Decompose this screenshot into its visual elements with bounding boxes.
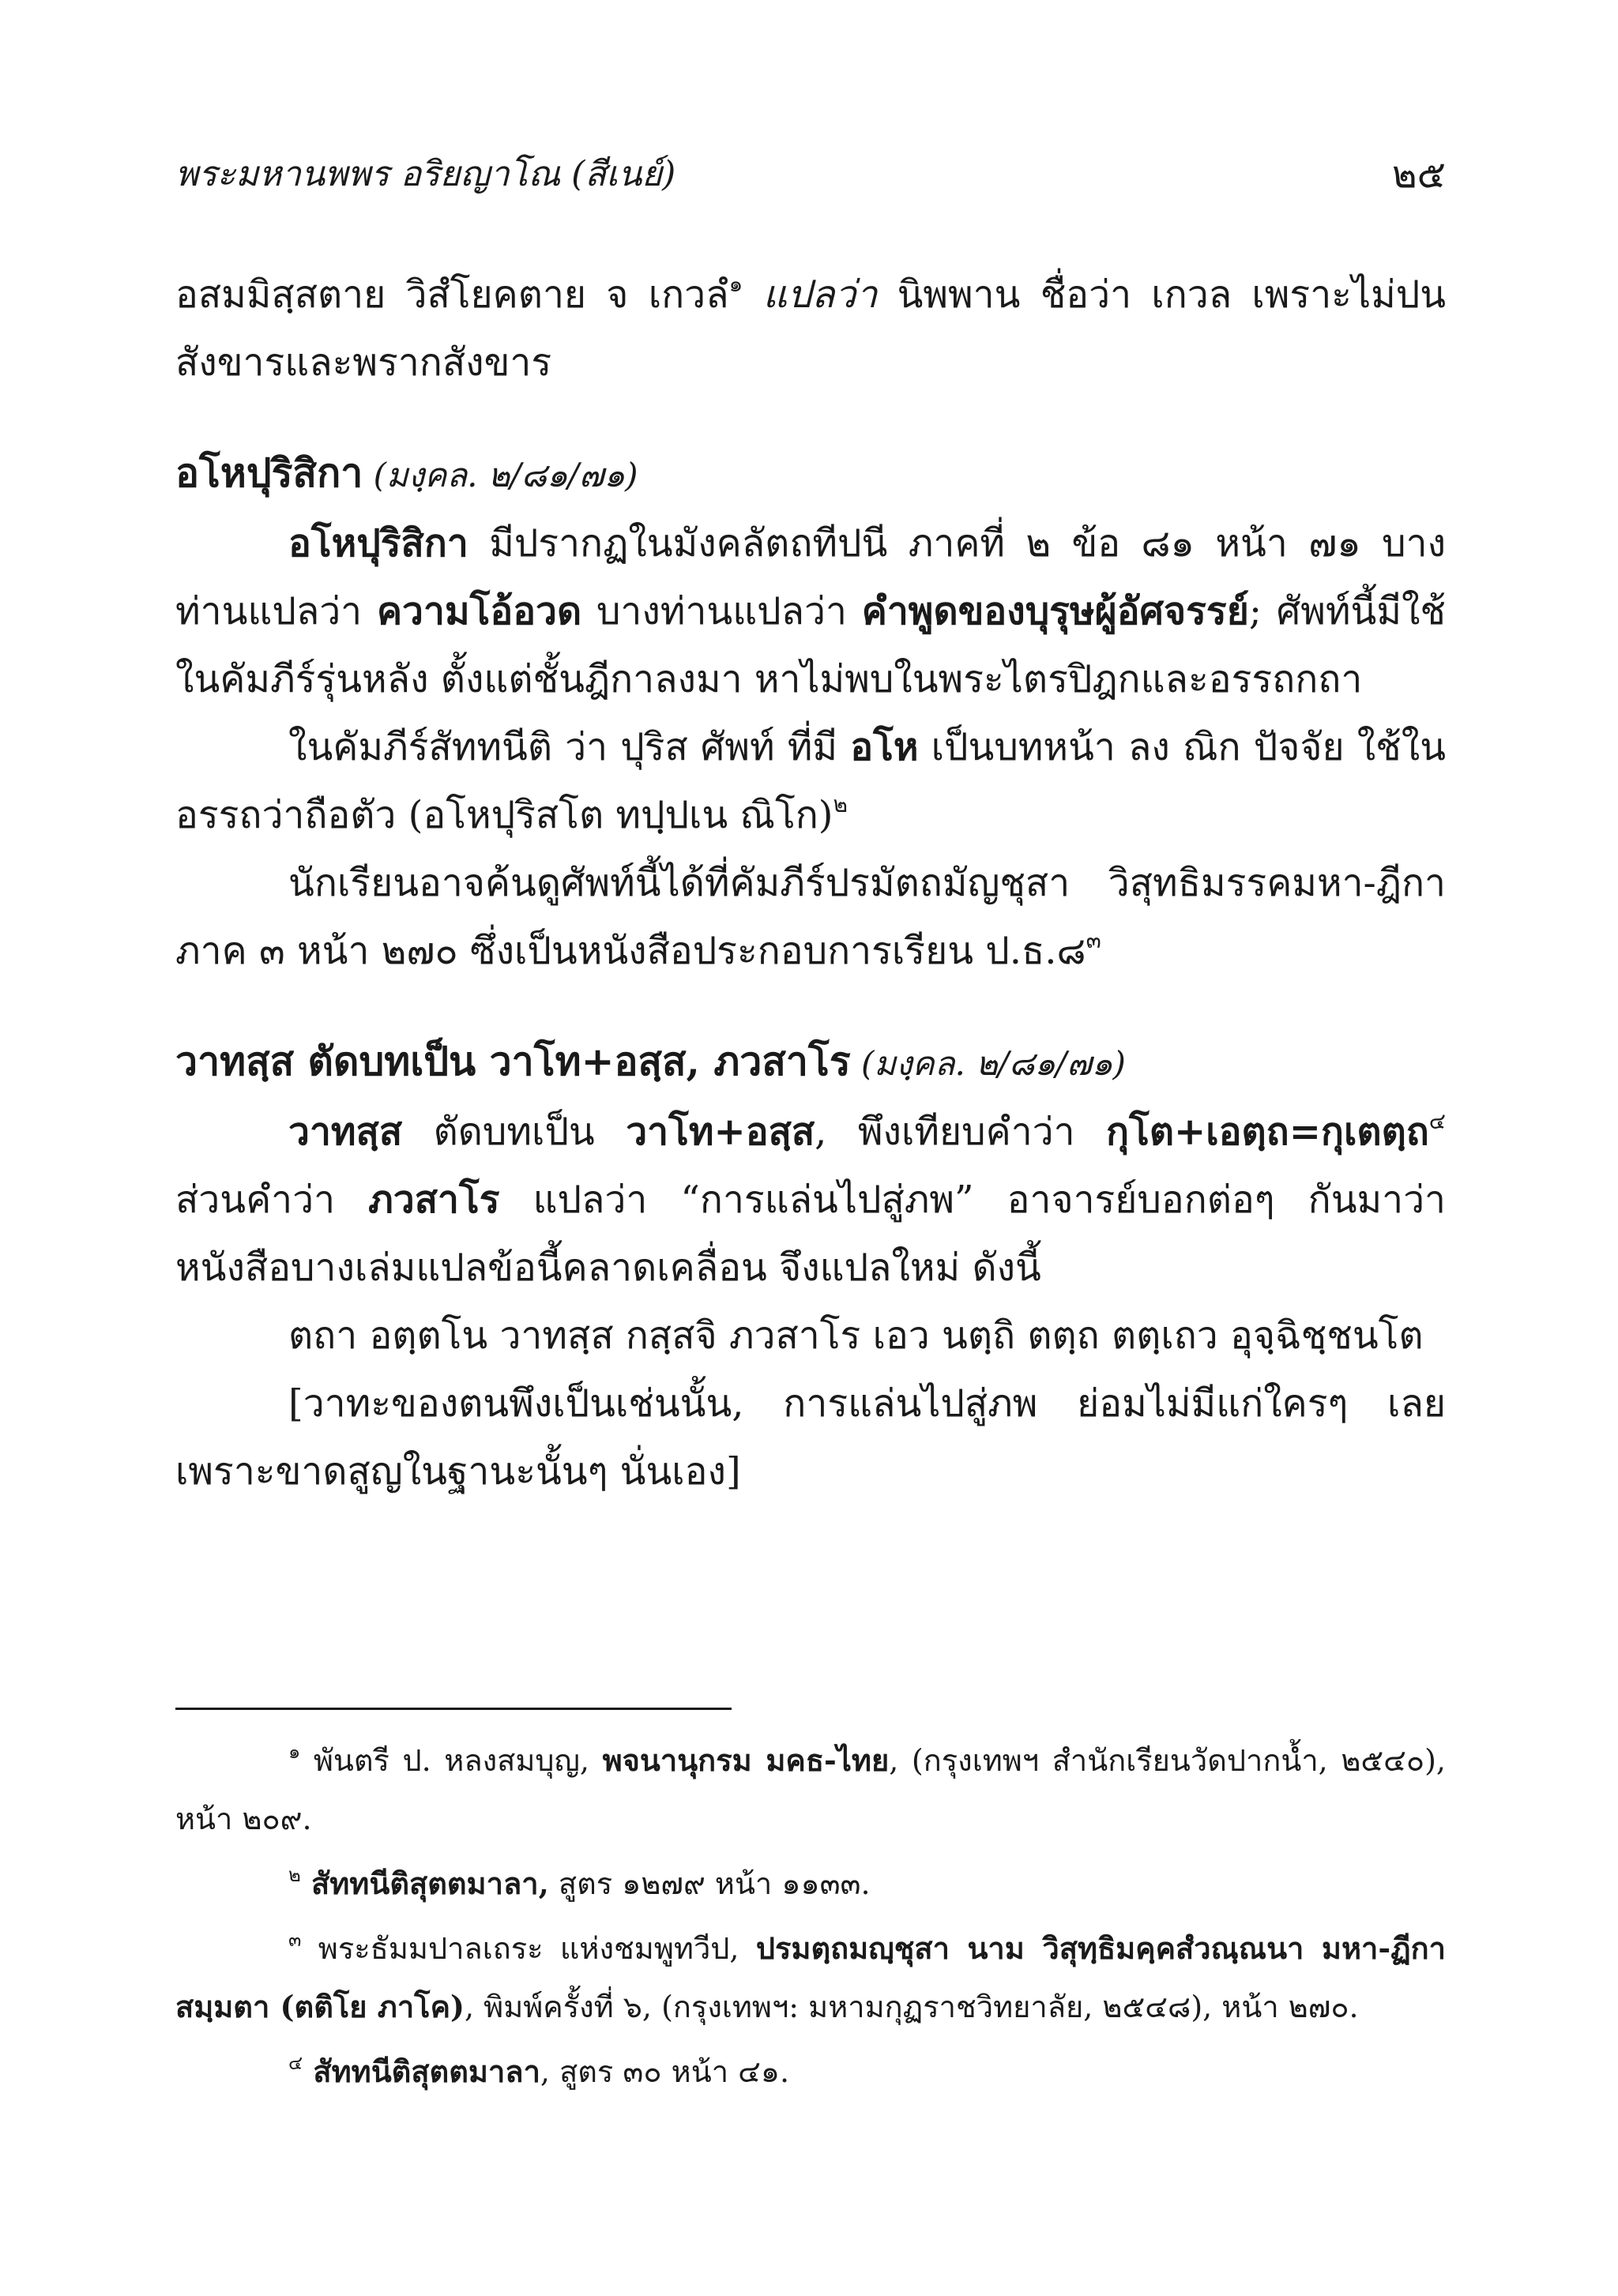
section-heading-ahopurisika: อโหปุริสิกา (มงฺคล. ๒/๘๑/๗๑)	[175, 449, 638, 496]
paragraph-thai-translation: [วาทะของตนพึงเป็นเช่นนั้น, การแล่นไปสู่ภพ ย่อมไม่มีแก่ใครๆ เลย เพราะขาดสูญในฐานะนั้นๆ นั่นเอง]	[175, 1381, 1446, 1494]
footnote-ref-1[interactable]: ๑	[728, 271, 743, 297]
running-title: พระมหานพพร อริยญาโณ (สีเนย์)	[175, 154, 676, 194]
paragraph-pali-quote: ตถา อตฺตโน วาทสฺส กสฺสจิ ภวสาโร เอว นตฺถิ ตตฺถ ตตฺเถว อุจฺฉิชฺชนโต	[288, 1313, 1424, 1358]
footnote-ref-2[interactable]: ๒	[833, 791, 848, 817]
section-heading-vadassa: วาทสฺส ตัดบทเป็น วาโท+อสฺส, ภวสาโร (มงฺคล. ๒/๘๑/๗๑)	[175, 1038, 1126, 1084]
paragraph-ahopurisika-meaning: อโหปุริสิกา มีปรากฏในมังคลัตถทีปนี ภาคที่ ๒ ข้อ ๘๑ หน้า ๗๑ บางท่านแปลว่า ความโอ้อวด บางท่านแปลว่า คำพูดของบุรุษผู้อัศจรรย์; ศัพท์นี้มีใช้ในคัมภีร์รุ่นหลัง ตั้งแต่ชั้นฎีกาลงมา หาไม่พบในพระไตรปิฎกและอรรถกถา	[175, 521, 1446, 701]
footnote-divider	[175, 1708, 732, 1710]
footnote-1: $^๑$ พันตรี ป. หลงสมบุญ, พจนานุกรม มคธ-ไทย, (กรุงเทพฯ สำนักเรียนวัดปากน้ำ, ๒๕๔๐), หน้า ๒๐๙.	[175, 1741, 1446, 1836]
document-page	[175, 0, 1446, 2296]
footnote-2: $^๒$ สัททนีติสุตตมาลา, สูตร ๑๒๗๙ หน้า ๑๑๓๓.	[288, 1864, 871, 1901]
paragraph-saddaniti: ในคัมภีร์สัททนีติ ว่า ปุริส ศัพท์ ที่มี อโห เป็นบทหน้า ลง ณิก ปัจจัย ใช้ในอรรถว่าถือตัว (อโหปุริสโต ทปฺปเน ณิโก)$^๒$	[175, 725, 1447, 837]
body-text	[175, 261, 1446, 1505]
footnote-4: $^๔$ สัททนีติสุตตมาลา, สูตร ๓๐ หน้า ๔๑.	[288, 2052, 790, 2089]
footnotes	[175, 1731, 1446, 2107]
page-number: ๒๕	[1392, 152, 1446, 197]
page-header	[175, 147, 1446, 202]
paragraph-study-reference: นักเรียนอาจค้นดูศัพท์นี้ได้ที่คัมภีร์ปรมัตถมัญชุสา วิสุทธิมรรคมหา-ฎีกา ภาค ๓ หน้า ๒๗๐ ซึ่งเป็นหนังสือประกอบการเรียน ป.ธ.๘$^๓$	[175, 861, 1446, 973]
paragraph-vadassa-meaning: วาทสฺส ตัดบทเป็น วาโท+อสฺส, พึงเทียบคำว่า กุโต+เอตฺถ=กุเตตฺถ$^๔$ ส่วนคำว่า ภวสาโร แปลว่า “การแล่นไปสู่ภพ” อาจารย์บอกต่อๆ กันมาว่าหนังสือบางเล่มแปลข้อนี้คลาดเคลื่อน จึงแปลใหม่ ดังนี้	[175, 1108, 1447, 1290]
footnote-3: $^๓$ พระธัมมปาลเถระ แห่งชมพูทวีป, ปรมตฺถมญฺชุสา นาม วิสุทฺธิมคฺคสํวณฺณนา มหา-ฏีกาสมฺมตา (ตติโย ภาโค), พิมพ์ครั้งที่ ๖, (กรุงเทพฯ: มหามกุฏราชวิทยาลัย, ๒๕๔๘), หน้า ๒๗๐.	[175, 1929, 1446, 2024]
paragraph-kevala: อสมมิสฺสตาย วิสํโยคตาย จ เกวลํ$^๑$ แปลว่า นิพพาน ชื่อว่า เกวล เพราะไม่ปนสังขารและพรากสังขาร	[175, 271, 1447, 385]
footnote-ref-4[interactable]: ๔	[1428, 1108, 1446, 1134]
footnote-ref-3[interactable]: ๓	[1086, 927, 1101, 953]
